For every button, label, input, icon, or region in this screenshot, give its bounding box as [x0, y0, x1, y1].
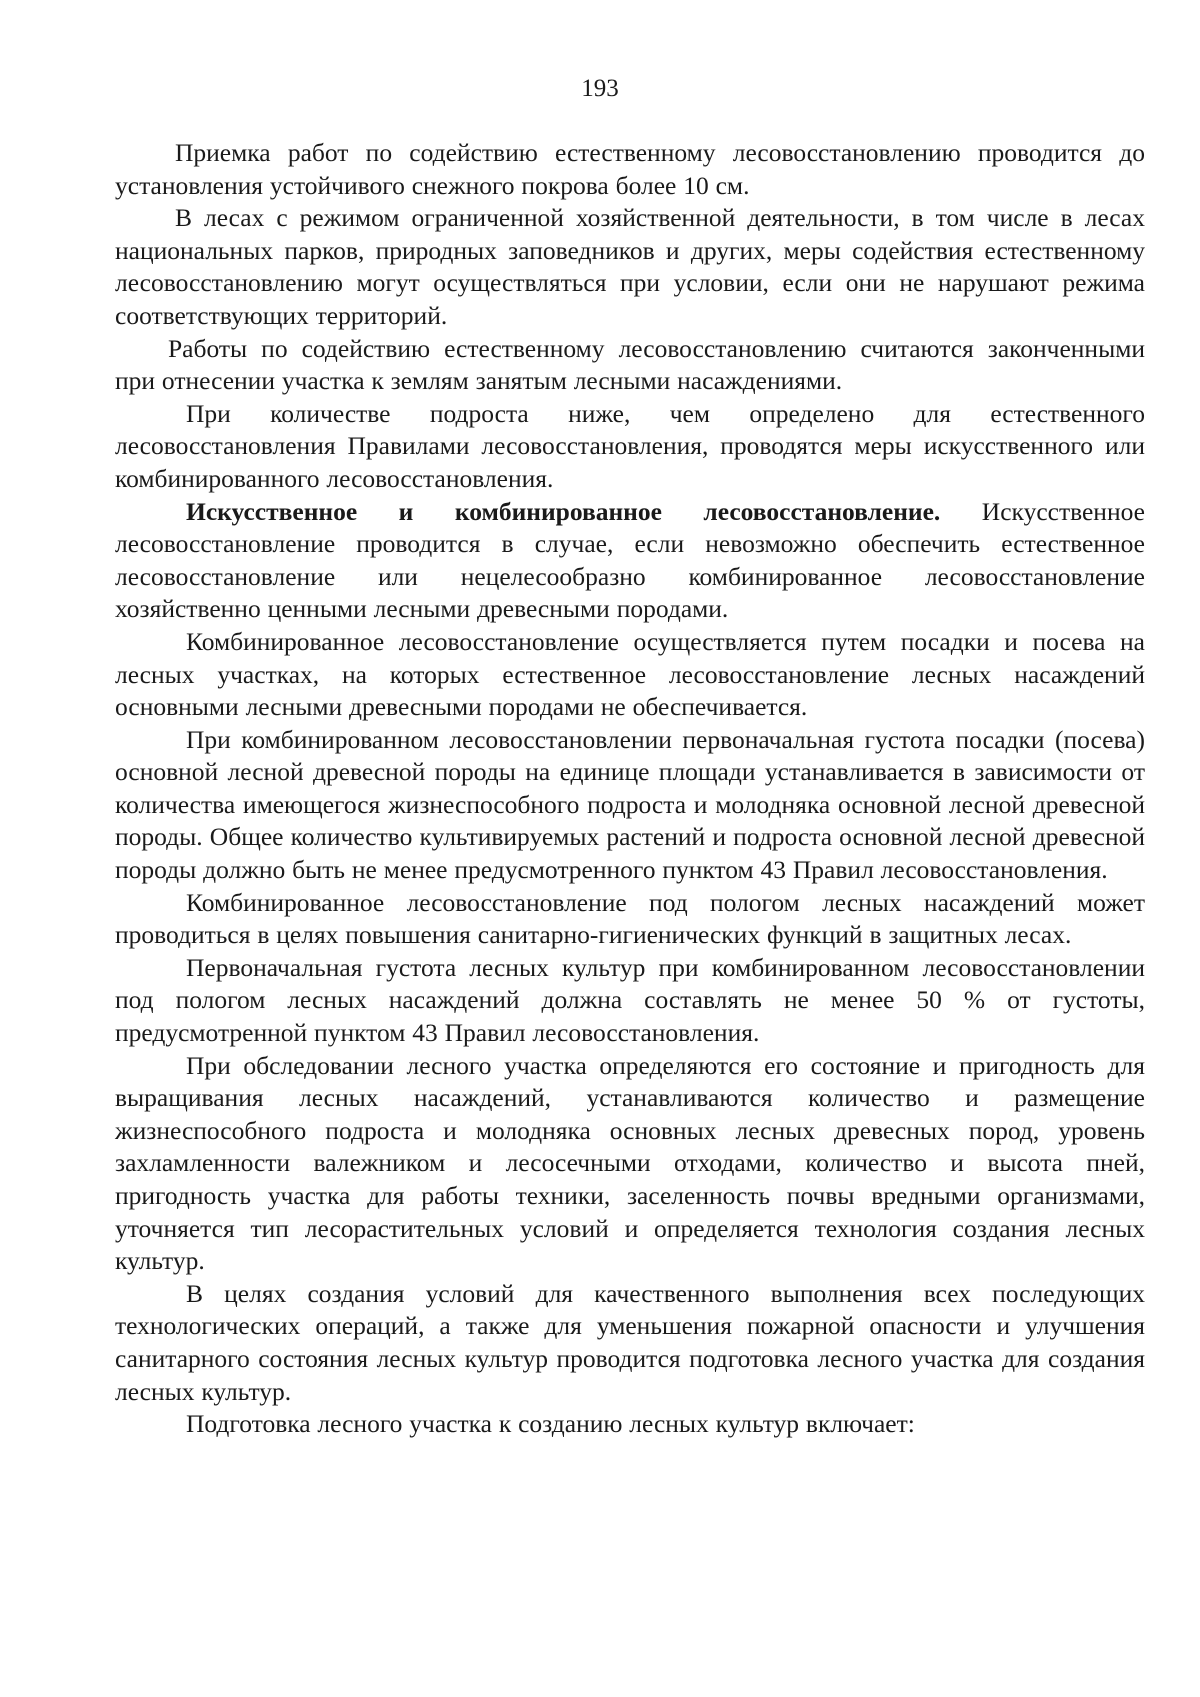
paragraph-4-text: При количестве подроста ниже, чем определено для естественного лесовосстановления Правилами лесовосстановления, проводятся меры искусственного или комбинированного лесовосстановления. — [115, 398, 1145, 493]
paragraph-2-text: В лесах с режимом ограниченной хозяйственной деятельности, в том числе в лесах национальных парков, природных заповедников и других, меры содействия естественному лесовосстановлению могут осуществляться при условии, если они не нарушают режима соответствующих территорий. — [115, 203, 1145, 330]
paragraph-5-heading: Искусственное и комбинированное лесовосстановление. — [186, 496, 941, 526]
paragraph-1-text: Приемка работ по содействию естественному лесовосстановлению проводится до установления устойчивого снежного покрова более 10 см. — [115, 138, 1145, 200]
document-body — [115, 137, 1145, 1441]
paragraph-8-text: Комбинированное лесовосстановление под пологом лесных насаждений может проводиться в целях повышения санитарно-гигиенических функций в защитных лесах. — [115, 887, 1145, 950]
paragraph-9 — [115, 952, 1145, 1050]
paragraph-12-text: Подготовка лесного участка к созданию лесных культур включает: — [186, 1409, 915, 1439]
page-number: 193 — [581, 75, 619, 102]
paragraph-11-text: В целях создания условий для качественного выполнения всех последующих технологических операций, а также для уменьшения пожарной опасности и улучшения санитарного состояния лесных культур проводится подготовка лесного участка для создания лесных культур. — [115, 1278, 1145, 1406]
paragraph-4 — [115, 398, 1145, 496]
paragraph-3-text: Работы по содействию естественному лесовосстановлению считаются законченными при отнесении участка к землям занятым лесными насаждениями. — [115, 333, 1145, 396]
paragraph-11 — [115, 1278, 1145, 1408]
paragraph-10-text: При обследовании лесного участка определяются его состояние и пригодность для выращивания лесных насаждений, устанавливаются количество и размещение жизнеспособного подроста и молодняка основных лесных древесных пород, уровень захламленности валежником и лесосечными отходами, количество и высота пней, пригодность участка для работы техники, заселенность почвы вредными организмами, уточняется тип лесорастительных условий и определяется технология создания лесных культур. — [115, 1050, 1145, 1276]
paragraph-12 — [115, 1408, 1145, 1441]
paragraph-6 — [115, 626, 1145, 724]
paragraph-10 — [115, 1050, 1145, 1278]
paragraph-9-text: Первоначальная густота лесных культур при комбинированном лесовосстановлении под пологом лесных насаждений должна составлять не менее 50 % от густоты, предусмотренной пунктом 43 Правил лесовосстановления. — [115, 952, 1145, 1048]
paragraph-2 — [115, 202, 1145, 332]
paragraph-7 — [115, 724, 1145, 887]
paragraph-5-text: Искусственное лесовосстановление проводится в случае, если невозможно обеспечить естественное лесовосстановление или нецелесообразно комбинированное лесовосстановление хозяйственно ценными лесными древесными породами. — [115, 496, 1145, 624]
paragraph-8 — [115, 887, 1145, 952]
paragraph-6-text: Комбинированное лесовосстановление осуществляется путем посадки и посева на лесных участках, на которых естественное лесовосстановление лесных насаждений основными лесными древесными породами не обеспечивается. — [115, 626, 1145, 722]
paragraph-5 — [115, 496, 1145, 626]
paragraph-1 — [115, 137, 1145, 202]
paragraph-7-text: При комбинированном лесовосстановлении первоначальная густота посадки (посева) основной лесной древесной породы на единице площади устанавливается в зависимости от количества имеющегося жизнеспособного подроста и молодняка основной лесной древесной породы. Общее количество культивируемых растений и подроста основной лесной древесной породы должно быть не менее предусмотренного пунктом 43 Правил лесовосстановления. — [115, 724, 1145, 885]
paragraph-3 — [115, 333, 1145, 398]
